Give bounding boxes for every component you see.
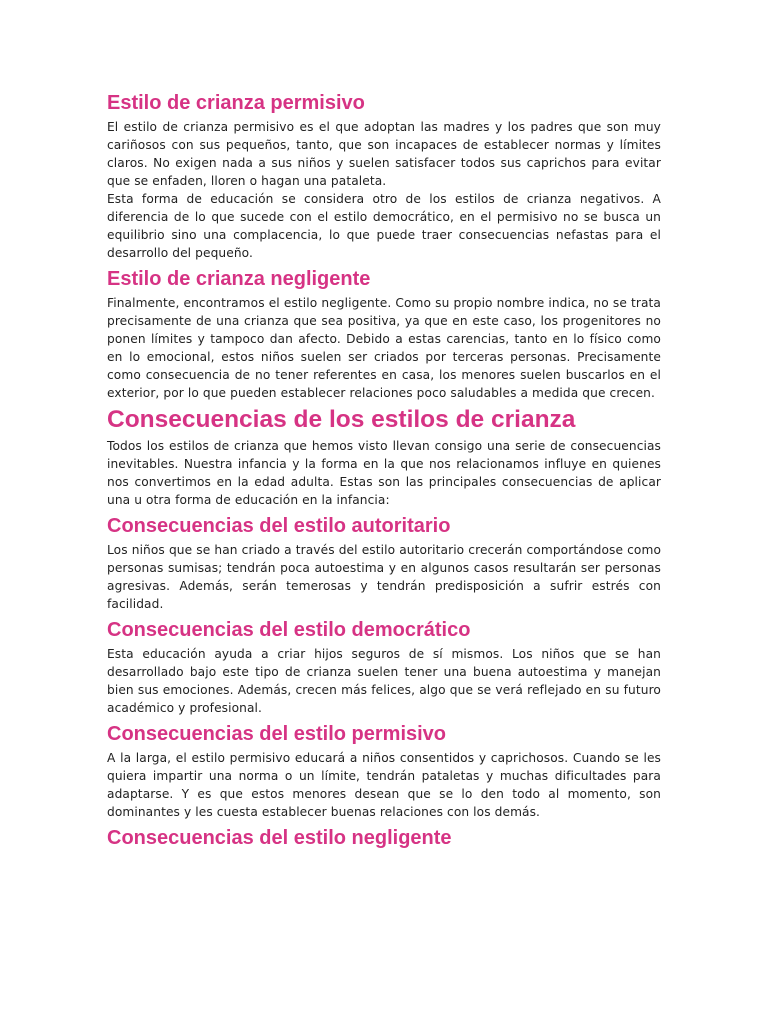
paragraph-permisivo-1: El estilo de crianza permisivo es el que adoptan las madres y los padres que son muy cariñosos con sus pequeños, tanto, que son incapaces de establecer normas y límites claros. No exigen nada a sus niños y suelen satisfacer todos sus caprichos para evitar que se enfaden, lloren o hagan una pataleta. <box>107 120 661 188</box>
section-heading-consecuencias-permisivo: Consecuencias del estilo permisivo <box>107 723 447 746</box>
paragraph-consecuencias-autoritario: Los niños que se han criado a través del estilo autoritario crecerán comportándose como personas sumisas; tendrán poca autoestima y en algunos casos resultarán ser personas agresivas. Además, serán temerosas y tendrán predisposición a sufrir estrés con facilidad. <box>107 543 661 612</box>
section-heading-consecuencias-negligente: Consecuencias del estilo negligente <box>107 827 452 850</box>
paragraph-permisivo-2: Esta forma de educación se considera otro de los estilos de crianza negativos. A diferencia de lo que sucede con el estilo democrático, en el permisivo no se busca un equilibrio sino una complacencia, lo que puede traer consecuencias nefastas para el desarrollo del pequeño. <box>107 192 661 260</box>
section-heading-consecuencias-autoritario: Consecuencias del estilo autoritario <box>107 515 451 538</box>
document-page <box>107 92 661 853</box>
section-heading-negligente: Estilo de crianza negligente <box>107 268 371 290</box>
paragraph-consecuencias-1: Todos los estilos de crianza que hemos visto llevan consigo una serie de consecuencias inevitables. Nuestra infancia y la forma en la que nos relacionamos influye en quienes nos convertimos en la edad adulta. Estas son las principales consecuencias de aplicar una u otra forma de educación en la infancia: <box>107 439 661 508</box>
section-heading-permisivo: Estilo de crianza permisivo <box>107 92 365 114</box>
paragraph-consecuencias-permisivo: A la larga, el estilo permisivo educará a niños consentidos y caprichosos. Cuando se les quiera impartir una norma o un límite, tendrán pataletas y muchas dificultades para adaptarse. Y es que estos menores desean que se lo den todo al momento, son dominantes y les cuesta establecer buenas relaciones con los demás. <box>107 751 661 820</box>
section-heading-consecuencias-democratico: Consecuencias del estilo democrático <box>107 619 471 642</box>
paragraph-negligente-1: Finalmente, encontramos el estilo negligente. Como su propio nombre indica, no se trata precisamente de una crianza que sea positiva, ya que en este caso, los progenitores no ponen límites y tampoco dan afecto. Debido a estas carencias, tanto en lo físico como en lo emocional, estos niños suelen ser criados por terceras personas. Precisamente como consecuencia de no tener referentes en casa, los menores suelen buscarlos en el exterior, por lo que pueden establecer relaciones poco saludables a medida que crecen. <box>107 296 661 400</box>
section-heading-consecuencias: Consecuencias de los estilos de crianza <box>107 406 576 433</box>
paragraph-consecuencias-democratico: Esta educación ayuda a criar hijos seguros de sí mismos. Los niños que se han desarrollado bajo este tipo de crianza suelen tener una buena autoestima y manejan bien sus emociones. Además, crecen más felices, algo que se verá reflejado en su futuro académico y profesional. <box>107 647 661 716</box>
